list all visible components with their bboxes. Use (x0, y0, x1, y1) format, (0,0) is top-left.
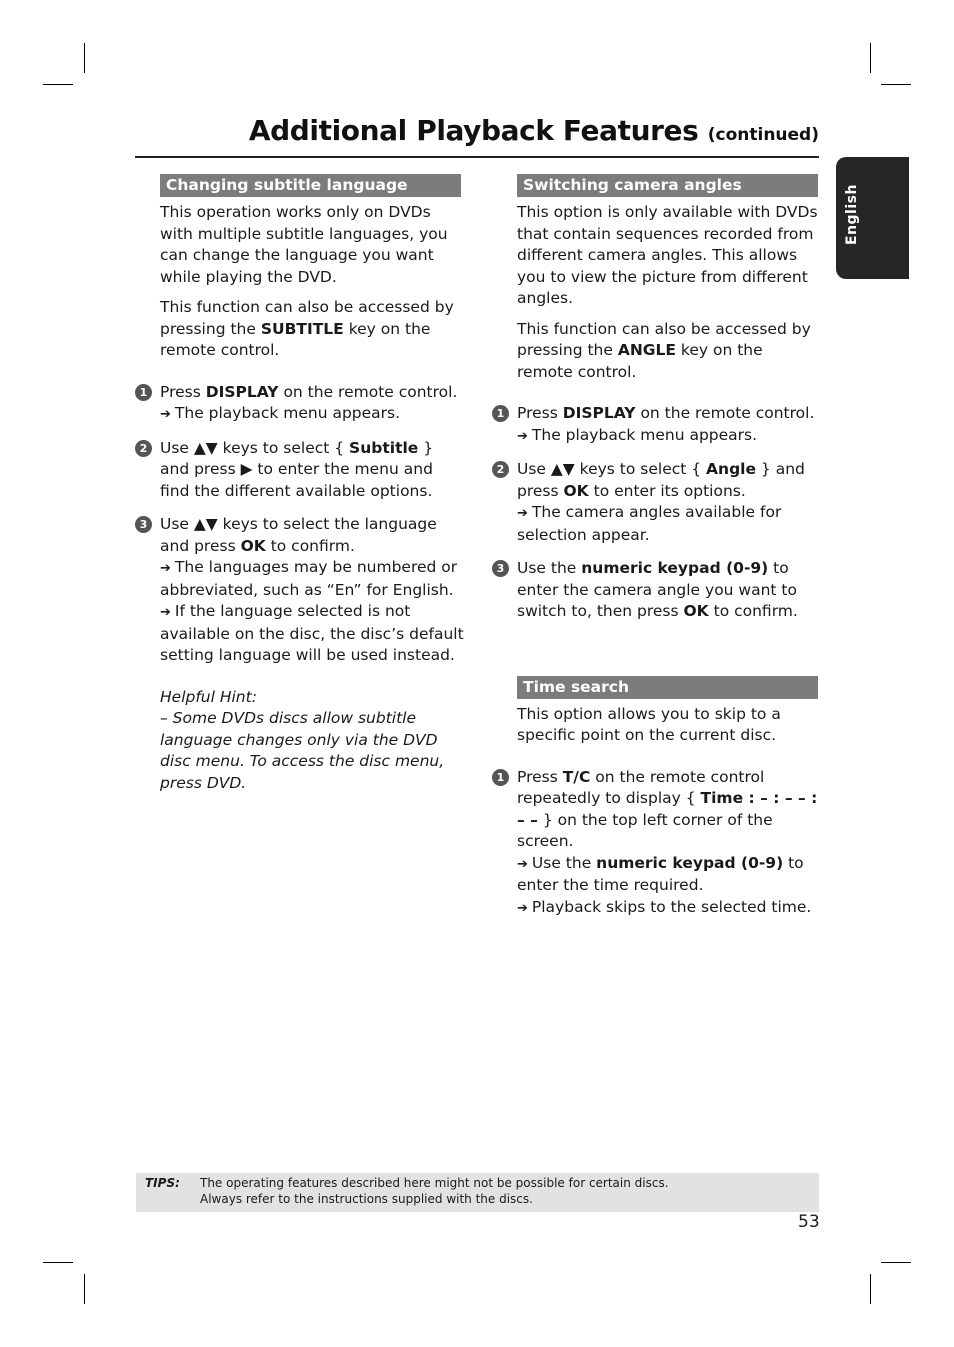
crop-mark (43, 84, 73, 85)
crop-mark (870, 1274, 871, 1304)
paragraph: This option is only available with DVDs that contain sequences recorded from different camera angles. This allows you to view the picture from different angles. (517, 203, 818, 307)
step-number: 1 (492, 405, 509, 422)
tips-label: TIPS: (145, 1176, 180, 1190)
arrow-icon: ➔ (160, 407, 171, 422)
tips-line: The operating features described here might not be possible for certain discs. (200, 1176, 669, 1190)
arrow-icon: ➔ (517, 856, 528, 872)
section-heading: Changing subtitle language (160, 174, 461, 197)
page-number: 53 (798, 1212, 820, 1232)
crop-mark (84, 43, 85, 73)
tips-text (200, 1175, 669, 1207)
crop-mark (881, 84, 911, 85)
hint-title: Helpful Hint: (160, 687, 257, 706)
step-number: 2 (492, 461, 509, 478)
arrow-icon: ➔ (517, 900, 528, 916)
arrow-icon: ➔ (517, 428, 528, 444)
title-text: Additional Playback Features (248, 114, 699, 147)
paragraph: This function can also be accessed by pressing the ANGLE key on the remote control. (517, 319, 811, 381)
step-number: 3 (492, 560, 509, 577)
step-item: 1 Press DISPLAY on the remote control. ➔ The playback menu appears. (492, 403, 822, 447)
right-column (492, 174, 822, 919)
step-item: 2 Use ▲▼ keys to select { Angle } and press OK to enter its options. ➔ The camera angles available for selection appear. (492, 459, 822, 546)
arrow-icon: ➔ (160, 605, 171, 620)
step-item: 1 Press DISPLAY on the remote control. ➔ The playback menu appears. (135, 382, 465, 426)
helpful-hint (160, 687, 465, 795)
step-number: 3 (135, 516, 152, 533)
step-number: 1 (135, 384, 152, 401)
crop-mark (881, 1262, 911, 1263)
title-rule (135, 156, 819, 158)
crop-mark (870, 43, 871, 73)
paragraph: This operation works only on DVDs with multiple subtitle languages, you can change the language you want while playing the DVD. (160, 203, 448, 286)
section-heading: Switching camera angles (517, 174, 818, 197)
step-item: 3 Use the numeric keypad (0-9) to enter the camera angle you want to switch to, then press OK to confirm. (492, 558, 822, 623)
step-item: 1 Press T/C on the remote control repeatedly to display { Time : – : – – : – – } on the top left corner of the screen. ➔ Use the numeric keypad (0-9) to enter the time required. ➔ Playback skips to the selected time. (492, 767, 822, 920)
crop-mark (43, 1262, 73, 1263)
hint-text: – Some DVDs discs allow subtitle language changes only via the DVD disc menu. To access the disc menu, press DVD. (160, 709, 445, 792)
tips-line: Always refer to the instructions supplied with the discs. (200, 1192, 533, 1206)
left-column (135, 174, 465, 794)
language-tab-label: English (844, 184, 860, 245)
arrow-icon: ➔ (517, 506, 528, 521)
arrow-icon: ➔ (160, 561, 171, 576)
page-title (249, 114, 819, 147)
step-number: 2 (135, 440, 152, 457)
step-number: 1 (492, 769, 509, 786)
step-item: 2 Use ▲▼ keys to select { Subtitle } and press ▶ to enter the menu and find the different available options. (135, 438, 465, 503)
section-heading: Time search (517, 676, 818, 699)
crop-mark (84, 1274, 85, 1304)
title-continued: (continued) (707, 125, 819, 145)
language-tab (836, 157, 909, 279)
paragraph: This option allows you to skip to a specific point on the current disc. (517, 704, 781, 744)
paragraph: This function can also be accessed by pressing the SUBTITLE key on the remote control. (160, 298, 454, 359)
tips-box (136, 1173, 819, 1212)
step-item: 3 Use ▲▼ keys to select the language and press OK to confirm. ➔ The languages may be numbered or abbreviated, such as “En” for English. ➔ If the language selected is not available on the disc, the disc’s default setting language will be used instead. (135, 514, 465, 667)
